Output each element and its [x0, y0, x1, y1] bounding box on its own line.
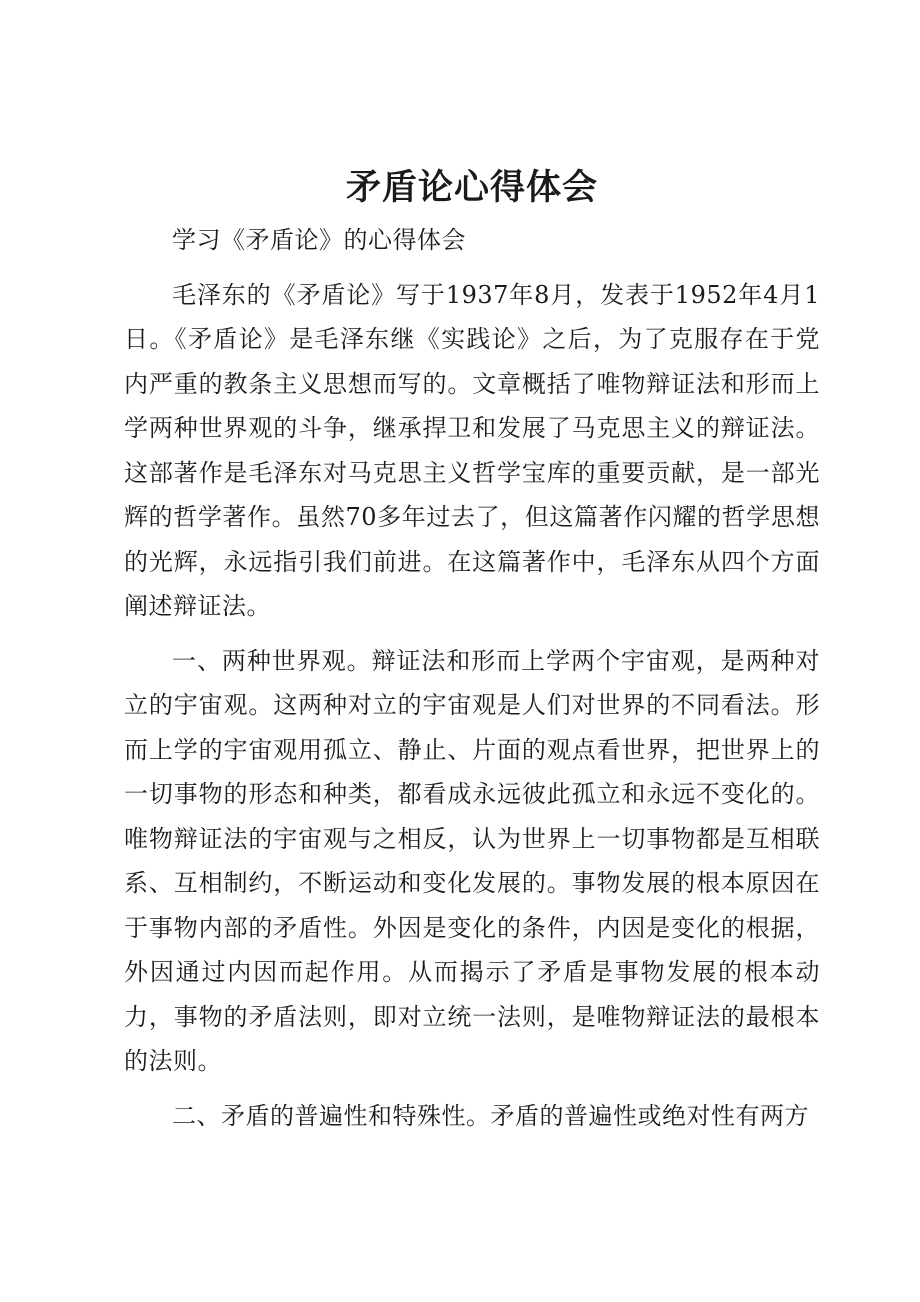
- document-body: [124, 218, 820, 1138]
- intro-paragraph: 毛泽东的《矛盾论》写于1937年8月，发表于1952年4月1日。《矛盾论》是毛泽东继《实践论》之后，为了克服存在于党内严重的教条主义思想而写的。文章概括了唯物辩证法和形而上学两种世界观的斗争，继承捍卫和发展了马克思主义的辩证法。这部著作是毛泽东对马克思主义哲学宝库的重要贡献，是一部光辉的哲学著作。虽然70多年过去了，但这篇著作闪耀的哲学思想的光辉，永远指引我们前进。在这篇著作中，毛泽东从四个方面阐述辩证法。: [124, 280, 820, 620]
- section-one-paragraph: 一、两种世界观。辩证法和形而上学两个宇宙观，是两种对立的宇宙观。这两种对立的宇宙观是人们对世界的不同看法。形而上学的宇宙观用孤立、静止、片面的观点看世界，把世界上的一切事物的形态和种类，都看成永远彼此孤立和永远不变化的。唯物辩证法的宇宙观与之相反，认为世界上一切事物都是互相联系、互相制约，不断运动和变化发展的。事物发展的根本原因在于事物内部的矛盾性。外因是变化的条件，内因是变化的根据，外因通过内因而起作用。从而揭示了矛盾是事物发展的根本动力，事物的矛盾法则，即对立统一法则，是唯物辩证法的最根本的法则。: [124, 646, 820, 1075]
- document-page: [124, 0, 820, 1148]
- document-title: 矛盾论心得体会: [345, 168, 598, 208]
- subtitle-paragraph: 学习《矛盾论》的心得体会: [172, 226, 466, 254]
- section-two-paragraph: 二、矛盾的普遍性和特殊性。矛盾的普遍性或绝对性有两方: [172, 1101, 809, 1130]
